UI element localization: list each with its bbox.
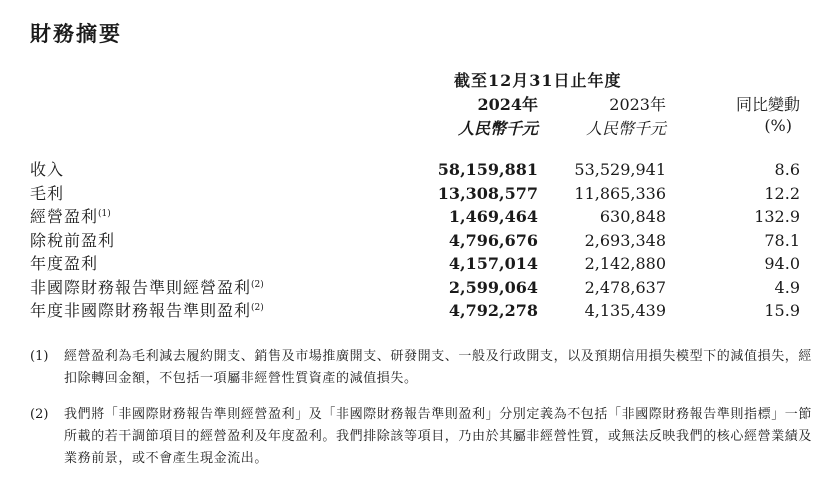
col-change-unit: (%) (764, 116, 792, 135)
row-label: 收入 (30, 160, 65, 179)
footnote-text: 我們將「非國際財務報告準則經營盈利」及「非國際財務報告準則盈利」分別定義為不包括「非國際財務報告準則指標」一節所載的若干調節項目的經營盈利及年度盈利。我們排除該等項目，乃由於其屬非經營性質，或無法反映我們的核心經營業績及業務前景，或不會產生現金流出。 (64, 407, 813, 466)
page-title: 財務摘要 (30, 21, 122, 46)
period-header: 截至12月31日止年度 (454, 71, 622, 90)
footnote-2 (30, 404, 812, 470)
footnote-number: (2) (30, 407, 49, 422)
row-label: 非國際財務報告準則經營盈利 (30, 277, 252, 297)
value-2023: 2,693,348 (584, 230, 666, 250)
footnote-1 (30, 346, 812, 390)
row-label: 年度非國際財務報告準則盈利 (30, 301, 252, 320)
value-2024: 4,796,676 (448, 230, 538, 250)
value-change: 78.1 (764, 230, 800, 250)
table-row (30, 252, 802, 276)
value-change: 94.0 (764, 254, 800, 273)
value-change: 12.2 (764, 183, 800, 203)
col-change-label: 同比變動 (735, 95, 800, 114)
table-row (30, 229, 802, 253)
row-label: 毛利 (30, 183, 65, 203)
table-row (30, 276, 802, 300)
value-2024: 4,157,014 (448, 254, 538, 273)
col-2023-unit: 人民幣千元 (585, 119, 666, 138)
value-change: 15.9 (764, 301, 800, 320)
row-label: 經營盈利 (30, 207, 99, 226)
value-2024: 58,159,881 (437, 160, 538, 179)
value-change: 8.6 (774, 160, 800, 179)
footnote-text: 經營盈利為毛利減去履約開支、銷售及市場推廣開支、研發開支、一般及行政開支，以及預期信用損失模型下的減值損失，經扣除轉回金額，不包括一項屬非經營性質資產的減值損失。 (64, 349, 813, 386)
row-footnote-ref: (2) (251, 279, 264, 290)
table-row (30, 205, 802, 229)
value-2024: 2,599,064 (448, 277, 538, 297)
table-row (30, 299, 802, 323)
row-label: 年度盈利 (30, 254, 99, 273)
value-2023: 53,529,941 (574, 160, 666, 179)
value-2024: 1,469,464 (448, 207, 538, 226)
row-label: 除稅前盈利 (30, 230, 116, 250)
col-2023-year: 2023年 (609, 95, 666, 114)
table-row (30, 158, 802, 182)
value-change: 132.9 (754, 207, 800, 226)
col-2024-unit: 人民幣千元 (457, 119, 538, 138)
value-2023: 630,848 (599, 207, 666, 226)
value-2023: 4,135,439 (584, 301, 666, 320)
col-2024-year: 2024年 (477, 95, 538, 114)
value-2024: 4,792,278 (448, 301, 538, 320)
value-2023: 11,865,336 (574, 183, 666, 203)
financial-table (30, 158, 802, 323)
value-2023: 2,478,637 (584, 277, 666, 297)
table-row (30, 182, 802, 206)
row-footnote-ref: (2) (251, 303, 264, 313)
value-change: 4.9 (774, 277, 800, 297)
footnote-number: (1) (30, 349, 49, 364)
row-footnote-ref: (1) (98, 209, 111, 219)
value-2023: 2,142,880 (584, 254, 666, 273)
value-2024: 13,308,577 (437, 183, 538, 203)
